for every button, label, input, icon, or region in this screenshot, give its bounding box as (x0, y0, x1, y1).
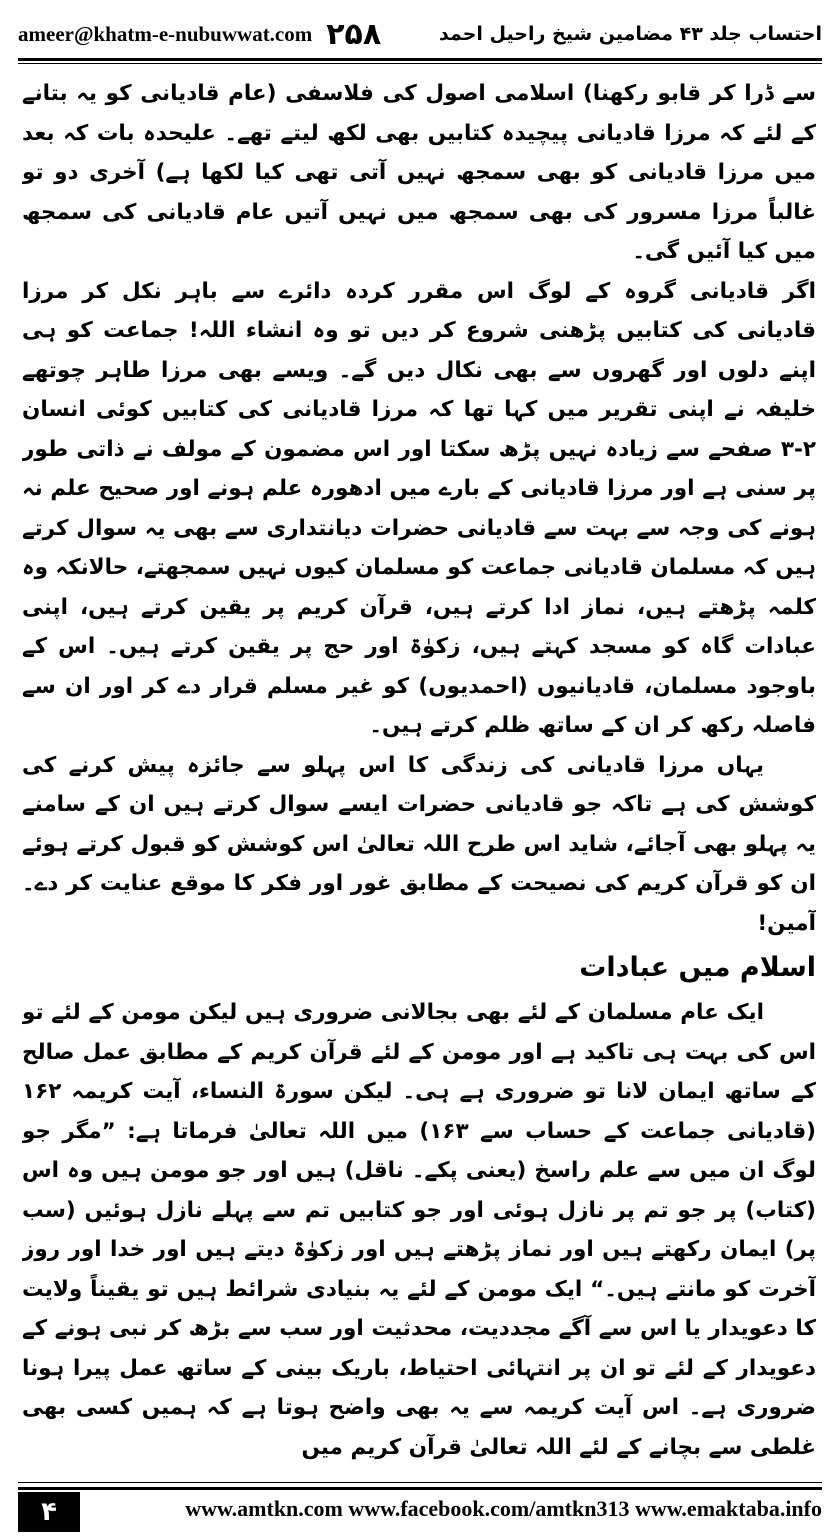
header-left (18, 17, 381, 52)
header-rule-thin (18, 63, 822, 64)
footer-websites[interactable]: www.amtkn.com www.facebook.com/amtkn313 www.emaktaba.info (185, 1496, 822, 1521)
footer-rule-thin (18, 1482, 822, 1483)
section-heading: اسلام میں عبادات (579, 952, 816, 983)
paragraph-2: اگر قادیانی گروہ کے لوگ اس مقرر کردہ دائرے سے باہر نکل کر مرزا قادیانی کی کتابیں پڑھنی شروع کر دیں تو وہ انشاء اللہ! جماعت کو ہی اپنے دلوں اور گھروں سے بھی نکال دیں گے۔ ویسے بھی مرزا طاہر چوتھے خلیفہ نے اپنی تقریر میں کہا تھا کہ مرزا قادیانی کی کتابیں کوئی انسان ۲-۳ صفحے سے زیادہ نہیں پڑھ سکتا اور اس مضمون کے مولف نے ذاتی طور پر سنی ہے اور مرزا قادیانی کے بارے میں ادھورہ علم ہونے اور صحیح علم نہ ہونے کی وجہ سے بہت سے قادیانی حضرات دیانتداری سے بھی یہ سوال کرتے ہیں کہ مسلمان قادیانی جماعت کو مسلمان کیوں نہیں سمجھتے، حالانکہ وہ کلمہ پڑھتے ہیں، نماز ادا کرتے ہیں، قرآن کریم پر یقین کرتے ہیں، اپنی عبادات گاہ کو مسجد کہتے ہیں، زکوٰۃ اور حج پر یقین کرتے ہیں۔ اس کے باوجود مسلمان، قادیانیوں (احمدیوں) کو غیر مسلم قرار دے کر اور ان سے فاصلہ رکھ کر ان کے ساتھ ظلم کرتے ہیں۔ (22, 278, 816, 738)
header-rule-thick (18, 58, 822, 61)
header-email[interactable]: ameer@khatm-e-nubuwwat.com (18, 21, 313, 46)
paragraph-3: یہاں مرزا قادیانی کی زندگی کا اس پہلو سے جائزہ پیش کرنے کی کوشش کی ہے تاکہ جو قادیانی حضرات ایسے سوال کرتے ہیں ان کے سامنے یہ پہلو بھی آجائے، شاید اس طرح اللہ تعالیٰ اس کوشش کو قبول کرتے ہوئے ان کو قرآن کریم کی نصیحت کے مطابق غور اور فکر کا موقع عنایت کر دے۔ آمین! (22, 752, 816, 936)
body-text (22, 74, 816, 1470)
page-header (18, 14, 822, 54)
header-page-number: ۲۵۸ (326, 16, 382, 52)
paragraph-4: ایک عام مسلمان کے لئے بھی بجالانی ضروری ہیں لیکن مومن کے لئے تو اس کی بہت ہی تاکید ہے اور مومن کے لئے قرآن کریم کے مطابق عمل صالح کے ساتھ ایمان لانا تو ضروری ہے ہی۔ لیکن سورۃ النساء، آیت کریمہ ۱۶۲ (قادیانی جماعت کے حساب سے ۱۶۳) میں اللہ تعالیٰ فرماتا ہے: ”مگر جو لوگ ان میں سے علم راسخ (یعنی پکے۔ ناقل) ہیں اور جو مومن ہیں وہ اس (کتاب) پر جو تم پر نازل ہوئی اور جو کتابیں تم سے پہلے نازل ہوئیں (سب پر) ایمان رکھتے ہیں اور نماز پڑھتے ہیں اور زکوٰۃ دیتے ہیں اور خدا اور روز آخرت کو مانتے ہیں۔“ ایک مومن کے لئے یہ بنیادی شرائط ہیں تو یقیناً ولایت کا دعویدار یا اس سے آگے مجددیت، محدثیت اور سب سے بڑھ کر نبی ہونے کے دعویدار کے لئے تو ان پر انتہائی احتیاط، باریک بینی کے ساتھ عمل پیرا ہونا ضروری ہے۔ اس آیت کریمہ سے یہ بھی واضح ہوتا ہے کہ ہمیں کسی بھی غلطی سے بچانے کے لئے اللہ تعالیٰ قرآن کریم میں (22, 1000, 816, 1460)
footer-rule-thick (18, 1487, 822, 1490)
paragraph-1: سے ڈرا کر قابو رکھنا) اسلامی اصول کی فلاسفی (عام قادیانی کو یہ بتانے کے لئے کہ مرزا قادیانی پیچیدہ کتابیں بھی لکھ لیتے تھے۔ علیحدہ بات کہ بعد میں مرزا قادیانی کو بھی سمجھ نہیں آتی تھی کیا لکھا ہے) آخری دو تو غالباً مرزا مسرور کی بھی سمجھ میں نہیں آتیں عام قادیانی کی سمجھ میں کیا آئیں گی۔ (22, 81, 816, 264)
header-running-title: احتساب جلد ۴۳ مضامین شیخ راحیل احمد (439, 23, 822, 45)
footer-folio: ۴ (18, 1492, 80, 1532)
page-footer (18, 1482, 822, 1532)
